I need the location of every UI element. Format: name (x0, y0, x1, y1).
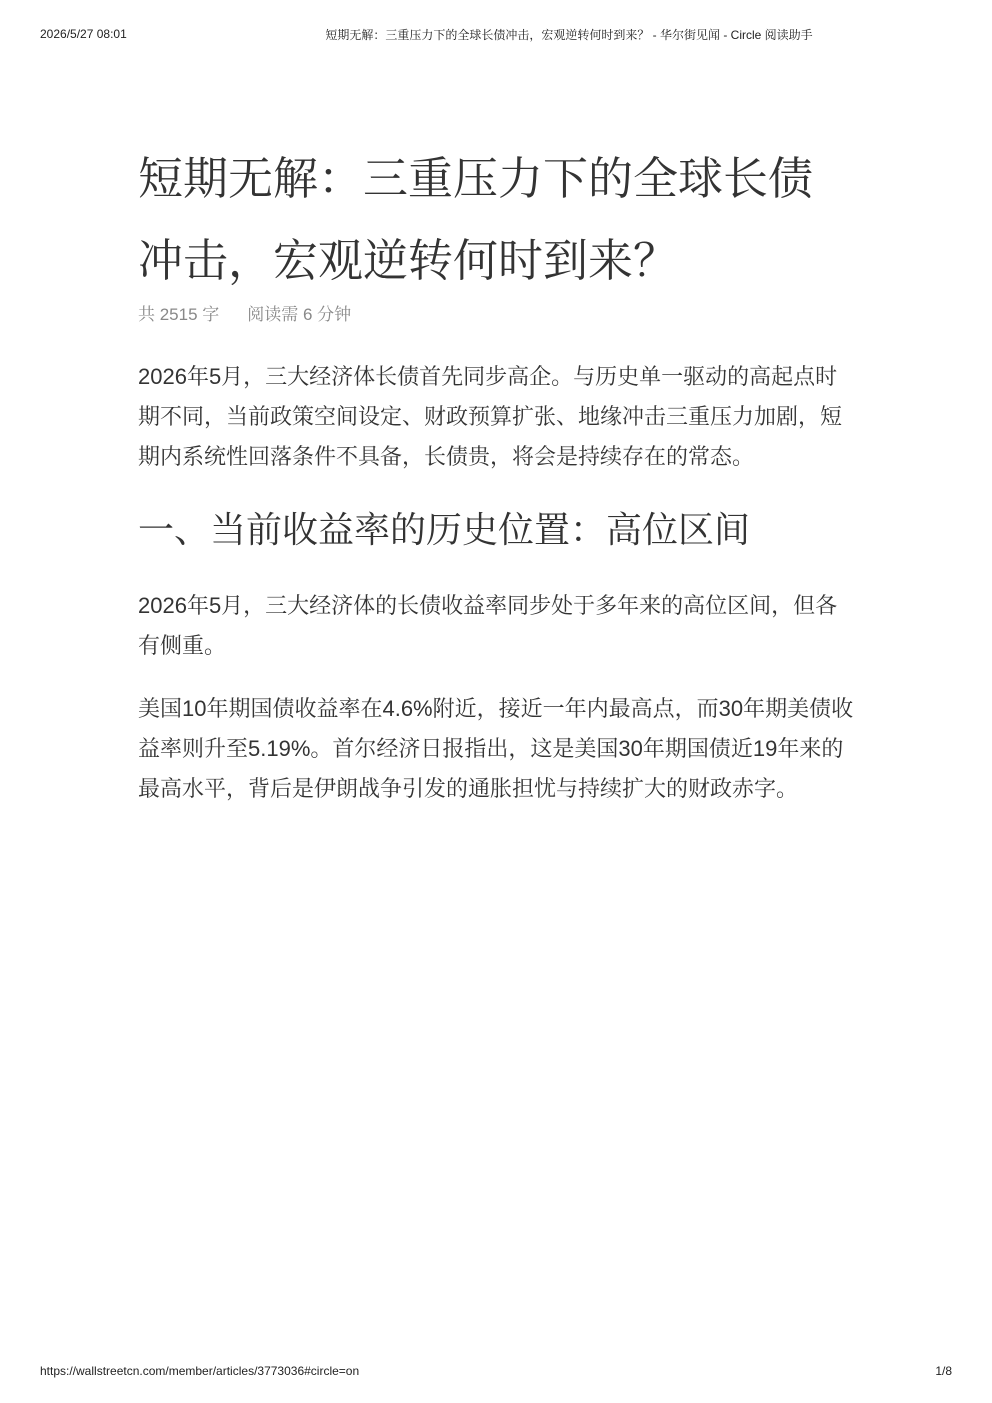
reading-time: 阅读需 6 分钟 (247, 305, 352, 324)
print-footer-page-number: 1/8 (935, 1364, 952, 1378)
intro-paragraph: 2026年5月，三大经济体长债首先同步高企。与历史单一驱动的高起点时期不同，当前政策空间设定、财政预算扩张、地缘冲击三重压力加剧，短期内系统性回落条件不具备，长债贵，将会是持续存在的常态。 (138, 364, 843, 469)
print-header-datetime: 2026/5/27 08:01 (40, 27, 127, 41)
section-paragraph: 美国10年期国债收益率在4.6%附近，接近一年内最高点，而30年期美债收益率则升至5.19%。首尔经济日报指出，这是美国30年期国债近19年来的最高水平，背后是伊朗战争引发的通胀担忧与持续扩大的财政赤字。 (138, 696, 854, 801)
section-heading: 一、当前收益率的历史位置：高位区间 (138, 509, 751, 550)
article-title: 短期无解：三重压力下的全球长债冲击，宏观逆转何时到来？ (138, 153, 814, 286)
print-footer-url: https://wallstreetcn.com/member/articles/3773036#circle=on (40, 1364, 360, 1378)
print-header-page-title: 短期无解：三重压力下的全球长债冲击，宏观逆转何时到来？ - 华尔街见闻 - Circle 阅读助手 (325, 28, 813, 42)
word-count: 共 2515 字 (138, 305, 220, 324)
article-meta (138, 302, 351, 328)
section-paragraph: 2026年5月，三大经济体的长债收益率同步处于多年来的高位区间，但各有侧重。 (138, 593, 838, 658)
